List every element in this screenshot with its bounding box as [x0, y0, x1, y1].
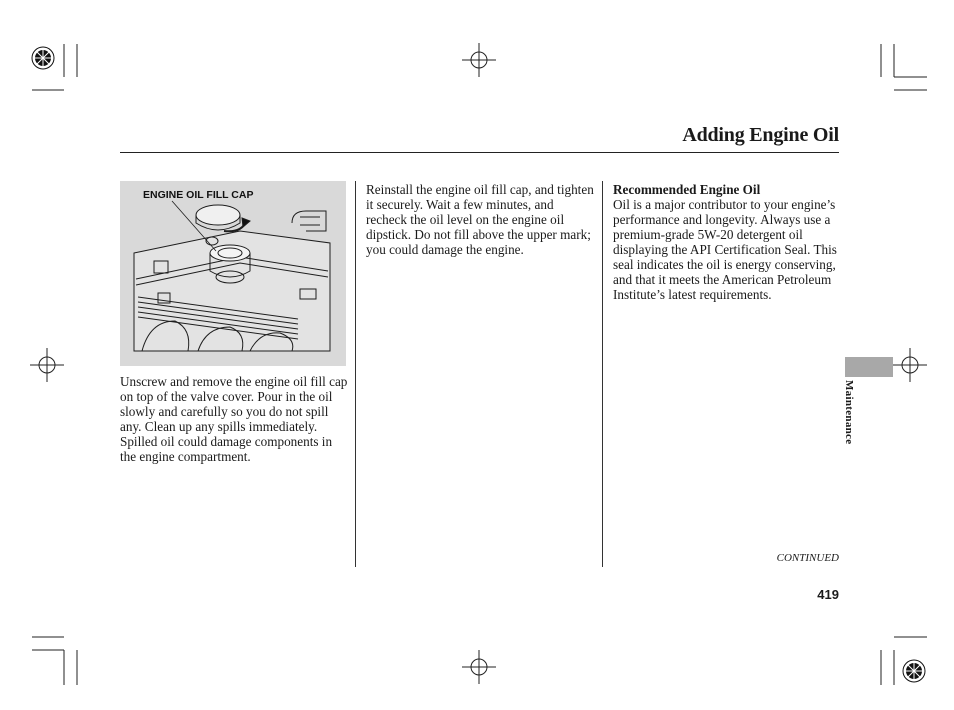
column-1-paragraph: Unscrew and remove the engine oil fill cap on top of the valve cover. Pour in the oil slowly and carefully so you do not spill any. Clean up any spills immediately. Spilled oil could damage components in the engine compartment. — [120, 374, 348, 464]
section-heading: Recommended Engine Oil — [613, 182, 761, 197]
crosshair-right — [893, 348, 927, 382]
crosshair-top — [462, 43, 496, 77]
title-rule — [120, 152, 839, 153]
column-2-paragraph: Reinstall the engine oil fill cap, and tighten it securely. Wait a few minutes, and recheck the oil level on the engine oil dipstick. Do not fill above the upper mark; you could damage the engine. — [366, 182, 594, 257]
column-divider-2 — [602, 181, 603, 567]
registration-target-top-left — [32, 47, 54, 69]
registration-target-bottom-right — [903, 660, 925, 682]
page-number: 419 — [817, 587, 839, 602]
page-title: Adding Engine Oil — [682, 124, 839, 146]
figure-label: ENGINE OIL FILL CAP — [143, 189, 254, 201]
column-3 — [613, 182, 841, 302]
engine-illustration — [120, 181, 346, 366]
crosshair-bottom — [462, 650, 496, 684]
continued-label: CONTINUED — [776, 552, 839, 564]
section-tab-label: Maintenance — [843, 380, 855, 445]
column-divider-1 — [355, 181, 356, 567]
column-3-paragraph: Oil is a major contributor to your engine’s performance and longevity. Always use a premium-grade 5W-20 detergent oil displaying the API Certification Seal. This seal indicates the oil is energy conserving, and that it meets the American Petroleum Institute’s latest requirements. — [613, 197, 837, 302]
crosshair-left — [30, 348, 64, 382]
engine-oil-fill-cap-figure — [120, 181, 346, 366]
section-tab — [845, 357, 893, 377]
